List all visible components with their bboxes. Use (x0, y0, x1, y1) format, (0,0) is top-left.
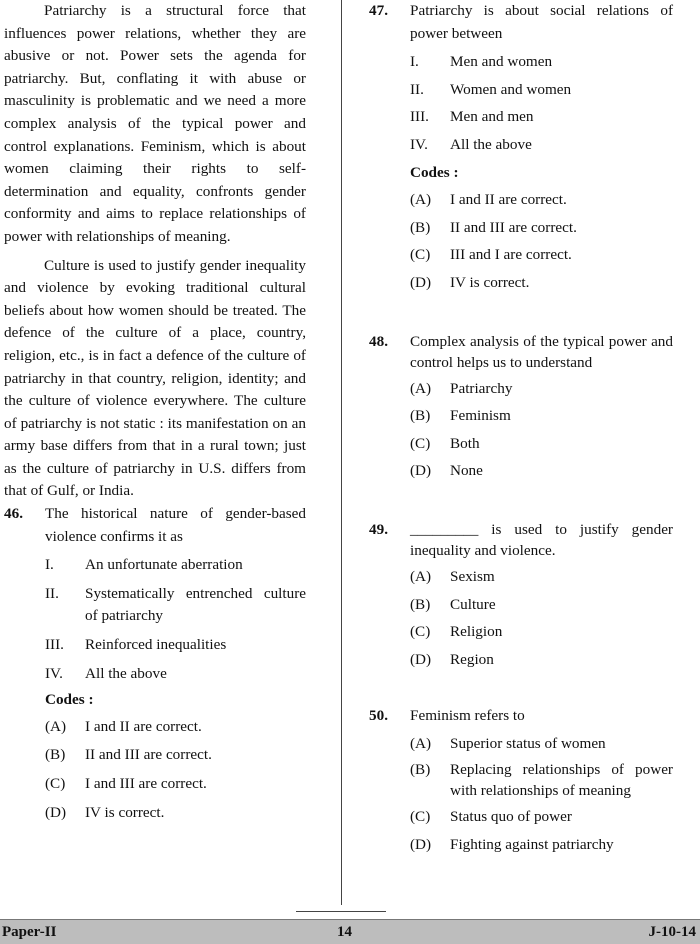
question-text: The historical nature of gender-based violence confirms it as (45, 505, 306, 545)
question-50 (369, 705, 673, 856)
option-a[interactable]: (A) Sexism (410, 567, 495, 585)
option-list (410, 566, 673, 671)
option-c[interactable]: (C) III and I are correct. (410, 246, 572, 264)
codes-label: Codes : (410, 163, 459, 181)
option-d[interactable]: (D) IV is correct. (45, 803, 165, 821)
passage-paragraph-1: Patriarchy is a structural force that influences power relations, whether they are abusive or not. Power sets the agenda for patriarchy. But, conflating it with abuse or masculinity is problematic and we need a more complex analysis of the typical power and control explanations. Feminism, which is about women claiming their rights to self-determination and equality, confronts gender conformity and aims to replace relationships of power with relationships of meaning. (4, 2, 306, 245)
option-list (410, 733, 673, 857)
question-number: 50. (369, 707, 388, 725)
page-number-rule (296, 911, 386, 912)
statement-item: II. Women and women (410, 80, 572, 98)
column-divider (341, 0, 342, 905)
question-number: 48. (369, 332, 388, 350)
question-46 (4, 503, 306, 824)
option-a[interactable]: (A) I and II are correct. (410, 191, 567, 209)
right-column (369, 0, 673, 857)
statement-item: I. An unfortunate aberration (45, 556, 243, 574)
statement-item: I. Men and women (410, 53, 553, 71)
option-list (410, 378, 673, 483)
page-number: 14 (337, 924, 352, 940)
statement-list (410, 51, 673, 156)
question-text: Complex analysis of the typical power and control helps us to understand (410, 332, 673, 371)
option-b[interactable]: (B) Feminism (410, 407, 511, 425)
question-number: 47. (369, 2, 388, 19)
option-c[interactable]: (C) Status quo of power (410, 808, 572, 826)
option-c[interactable]: (C) Religion (410, 623, 503, 641)
option-b[interactable]: (B) Culture (410, 595, 496, 613)
codes-label: Codes : (45, 691, 94, 709)
option-d[interactable]: (D) Region (410, 650, 494, 668)
statement-item: IV. All the above (410, 135, 532, 153)
page-footer (0, 919, 700, 944)
statement-item: III. Reinforced inequalities (45, 636, 227, 654)
question-text: _________ is used to justify gender inequality and violence. (410, 520, 673, 559)
option-c[interactable]: (C) Both (410, 434, 480, 452)
option-list (410, 189, 673, 294)
option-a[interactable]: (A) Superior status of women (410, 734, 606, 752)
paper-code: J-10-14 (648, 924, 696, 940)
statement-item: II. Systematically entrenched culture of patriarchy (45, 584, 306, 625)
option-list (45, 716, 306, 824)
question-49 (369, 519, 673, 671)
paper-label: Paper-II (2, 924, 57, 940)
question-48 (369, 331, 673, 483)
option-d[interactable]: (D) IV is correct. (410, 273, 530, 291)
option-b[interactable]: (B) Replacing relationships of power with relationships of meaning (410, 761, 673, 799)
question-text: Patriarchy is about social relations of power between (410, 2, 673, 42)
option-b[interactable]: (B) II and III are correct. (410, 218, 577, 236)
statement-item: IV. All the above (45, 664, 167, 682)
option-d[interactable]: (D) Fighting against patriarchy (410, 836, 614, 854)
question-number: 49. (369, 520, 388, 538)
question-number: 46. (4, 505, 23, 523)
option-a[interactable]: (A) I and II are correct. (45, 717, 202, 735)
statement-item: III. Men and men (410, 108, 534, 126)
question-47 (369, 0, 673, 295)
option-d[interactable]: (D) None (410, 462, 483, 480)
option-c[interactable]: (C) I and III are correct. (45, 775, 207, 792)
question-text: Feminism refers to (410, 707, 525, 725)
option-a[interactable]: (A) Patriarchy (410, 379, 513, 397)
left-column (4, 0, 306, 824)
option-b[interactable]: (B) II and III are correct. (45, 746, 212, 764)
statement-list (45, 554, 306, 685)
passage-paragraph-2: Culture is used to justify gender inequality and violence by evoking traditional cultural beliefs about how women should be treated. The defence of the culture of a place, country, religion, etc., is in fact a defence of the culture of patriarchy in that country, religion, identity; and the culture of violence everywhere. The culture of patriarchy is not static : its manifestation on an army base differs from that in a rural town; just as the culture of patriarchy in U.S. differs from that of Gulf, or India. (4, 256, 306, 500)
